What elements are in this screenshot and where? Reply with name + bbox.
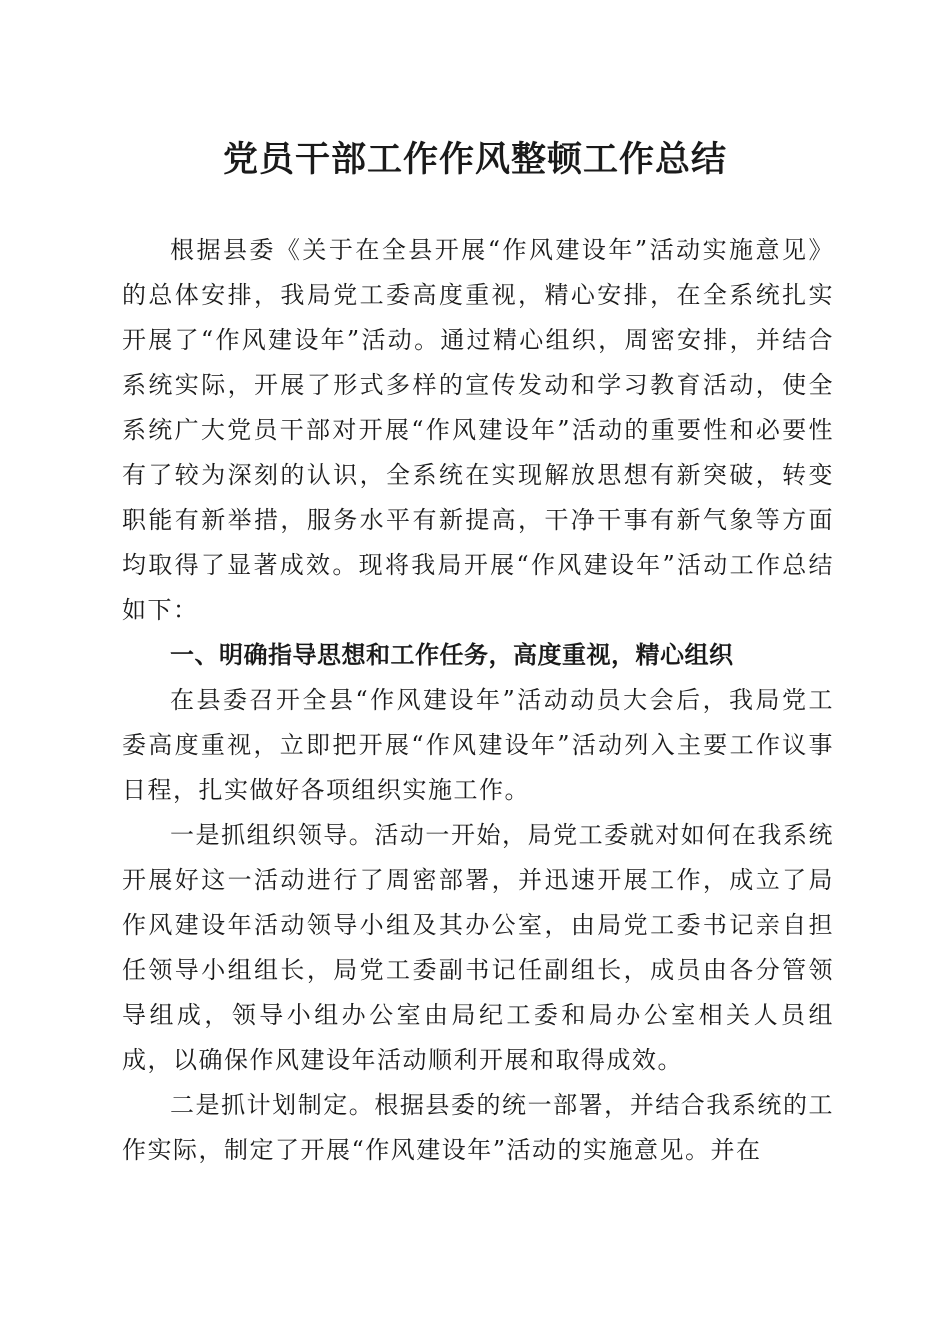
document-body bbox=[122, 228, 834, 1173]
item-2-lead: 二是抓计划制定。 bbox=[170, 1091, 375, 1119]
document-title: 党员干部工作作风整顿工作总结 bbox=[222, 139, 727, 180]
item-1-body: 活动一开始，局党工委就对如何在我系统开展好这一活动进行了周密部署，并迅速开展工作，成立了局作风建设年活动领导小组及其办公室，由局党工委书记亲自担任领导小组组长，局党工委副书记任副组长，成员由各分管领导组成，领导小组办公室由局纪工委和局办公室相关人员组成，以确保作风建设年活动顺利开展和取得成效。 bbox=[122, 821, 835, 1074]
section-1-heading: 一、明确指导思想和工作任务，高度重视，精心组织 bbox=[170, 641, 734, 669]
intro-paragraph: 根据县委《关于在全县开展“作风建设年”活动实施意见》的总体安排，我局党工委高度重视，精心安排，在全系统扎实开展了“作风建设年”活动。通过精心组织，周密安排，并结合系统实际，开展了形式多样的宣传发动和学习教育活动，使全系统广大党员干部对开展“作风建设年”活动的重要性和必要性有了较为深刻的认识，全系统在实现解放思想有新突破，转变职能有新举措，服务水平有新提高，干净干事有新气象等方面均取得了显著成效。现将我局开展“作风建设年”活动工作总结如下： bbox=[122, 236, 834, 624]
section-1-paragraph: 在县委召开全县“作风建设年”活动动员大会后，我局党工委高度重视，立即把开展“作风建设年”活动列入主要工作议事日程，扎实做好各项组织实施工作。 bbox=[122, 686, 834, 804]
item-1-lead: 一是抓组织领导。 bbox=[170, 821, 375, 849]
item-1-paragraph bbox=[122, 813, 834, 1083]
item-2-paragraph bbox=[122, 1083, 834, 1173]
item-2-body: 根据县委的统一部署，并结合我系统的工作实际，制定了开展“作风建设年”活动的实施意见。并在 bbox=[122, 1091, 835, 1164]
